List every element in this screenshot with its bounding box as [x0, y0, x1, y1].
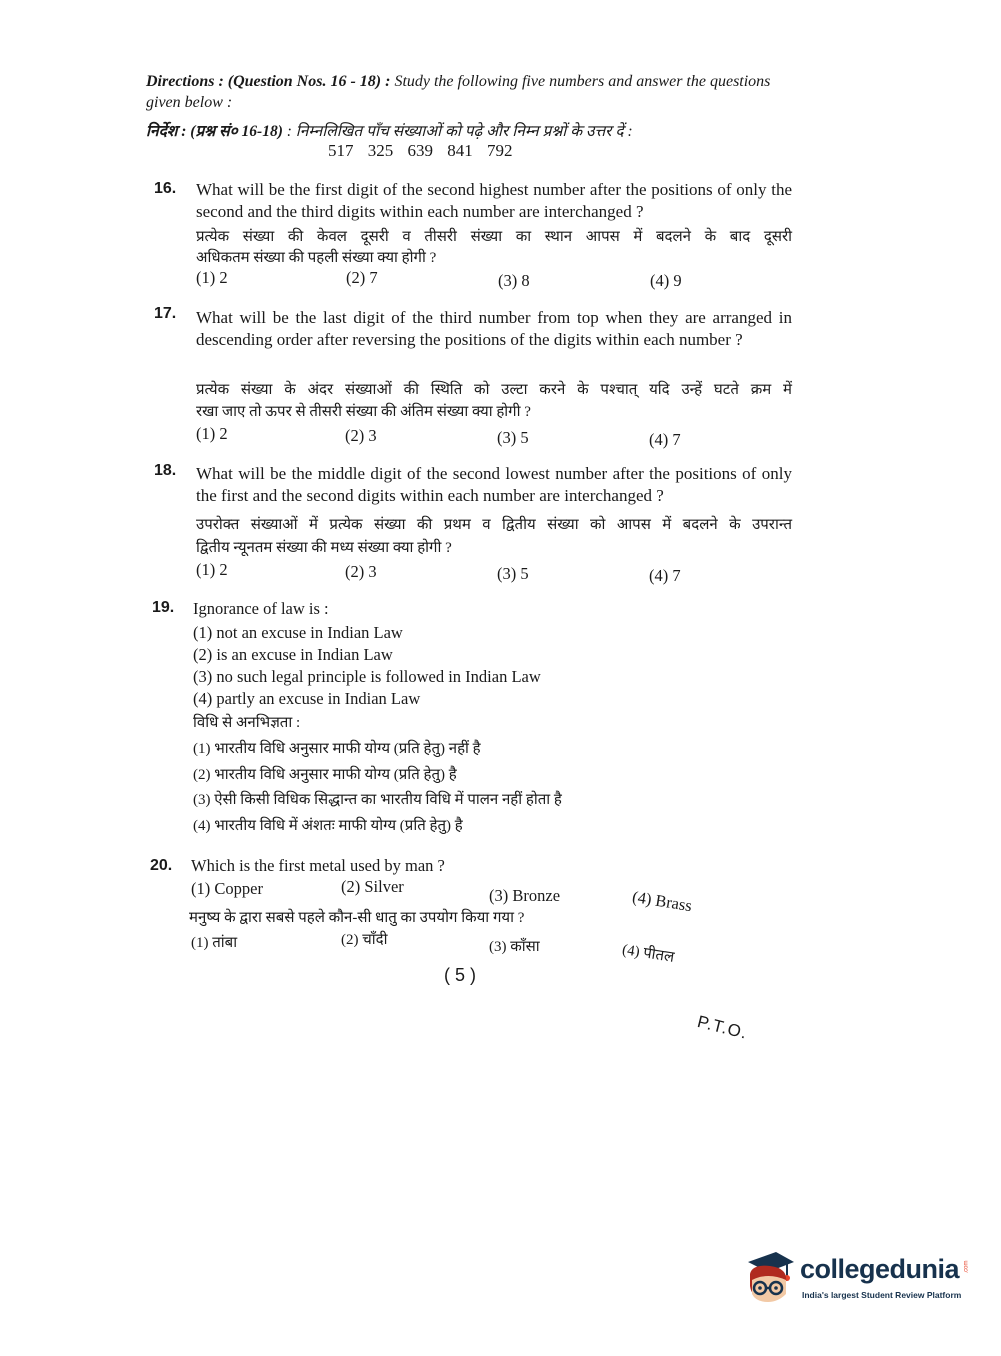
question-17-number: 17.	[154, 305, 177, 322]
question-18-option-4: (4) 7	[649, 566, 681, 585]
question-16-hindi-line-2: अधिकतम संख्या की पहली संख्या क्या होगी ?	[196, 250, 437, 266]
question-20-option-2: (2) Silver	[341, 877, 404, 896]
question-16-hindi-line-1: प्रत्येक संख्या की केवल दूसरी व तीसरी संख्या का स्थान आपस में बदलने के बाद दूसरी	[196, 229, 792, 245]
question-20-option-4: (4) Brass	[631, 887, 694, 916]
question-16-option-3: (3) 8	[498, 271, 530, 290]
page-number: ( 5 )	[444, 965, 477, 985]
question-19-option-1: (1) not an excuse in Indian Law	[193, 623, 403, 642]
question-20-number: 20.	[150, 857, 173, 874]
question-16-number: 16.	[154, 180, 177, 197]
question-19-hindi-text: विधि से अनभिज्ञता :	[193, 715, 301, 731]
directions-hindi	[146, 119, 633, 141]
given-numbers: 517 325 639 841 792	[328, 141, 513, 160]
question-19-option-3: (3) no such legal principle is followed in Indian Law	[193, 667, 541, 686]
directions-hindi-text: : निम्नलिखित पाँच संख्याओं को पढ़े और निम्न प्रश्नों के उत्तर दें :	[286, 123, 633, 140]
pto-note: P.T.O.	[695, 1012, 750, 1043]
question-19-option-2: (2) is an excuse in Indian Law	[193, 645, 393, 664]
question-19-hindi-option-4: (4) भारतीय विधि में अंशतः माफी योग्य (प्रति हेतु) है	[193, 817, 463, 834]
question-16-option-4: (4) 9	[650, 271, 682, 290]
question-18-hindi-line-1: उपरोक्त संख्याओं में प्रत्येक संख्या की प्रथम व द्वितीय संख्या को आपस में बदलने के उपरान्त	[196, 517, 792, 533]
question-18-option-2: (2) 3	[345, 562, 377, 581]
question-19-option-4: (4) partly an excuse in Indian Law	[193, 689, 421, 708]
question-17-text: What will be the last digit of the third number from top when they are arranged in descending order after reversing the positions of the digits within each number ?	[196, 308, 792, 349]
question-19-options	[193, 622, 541, 710]
logo-com-suffix: .com	[963, 1260, 970, 1274]
question-20-text: Which is the first metal used by man ?	[191, 856, 445, 875]
question-20-hindi-option-1: (1) तांबा	[191, 935, 238, 951]
question-17-option-4: (4) 7	[649, 430, 681, 449]
collegedunia-logo	[742, 1250, 972, 1320]
question-18-option-1: (1) 2	[196, 560, 228, 579]
question-16-option-2: (2) 7	[346, 268, 378, 287]
question-16-option-1: (1) 2	[196, 268, 228, 287]
question-19-text: Ignorance of law is :	[193, 599, 329, 618]
question-19-hindi-option-2: (2) भारतीय विधि अनुसार माफी योग्य (प्रति हेतु) है	[193, 766, 457, 783]
directions-text: Study the following five numbers and answer the questions given below :	[146, 73, 771, 111]
logo-wordmark: collegedunia	[800, 1254, 960, 1284]
question-17-option-3: (3) 5	[497, 428, 529, 447]
question-17-option-1: (1) 2	[196, 424, 228, 443]
directions-hindi-lead: निर्देश : (प्रश्न सं० 16-18)	[146, 123, 283, 140]
student-mascot-icon	[742, 1250, 798, 1312]
question-18-option-3: (3) 5	[497, 564, 529, 583]
question-19-number: 19.	[152, 599, 175, 616]
question-17-hindi-line-2: रखा जाए तो ऊपर से तीसरी संख्या की अंतिम संख्या क्या होगी ?	[196, 404, 531, 420]
question-17-option-2: (2) 3	[345, 426, 377, 445]
logo-tagline: India's largest Student Review Platform	[802, 1290, 962, 1300]
question-20-hindi-text: मनुष्य के द्वारा सबसे पहले कौन-सी धातु का उपयोग किया गया ?	[189, 910, 525, 926]
question-20-hindi-option-4: (4) पीतल	[621, 941, 676, 966]
question-19-hindi-options	[193, 737, 562, 839]
question-20-option-1: (1) Copper	[191, 879, 263, 898]
question-20-hindi-option-2: (2) चाँदी	[341, 932, 388, 948]
directions-lead: Directions : (Question Nos. 16 - 18) :	[146, 73, 391, 90]
question-18-number: 18.	[154, 462, 177, 479]
question-18-hindi-line-2: द्वितीय न्यूनतम संख्या की मध्य संख्या क्या होगी ?	[196, 540, 452, 556]
question-20-hindi-option-3: (3) काँसा	[489, 939, 540, 955]
question-19-hindi-option-3: (3) ऐसी किसी विधिक सिद्धान्त का भारतीय विधि में पालन नहीं होता है	[193, 792, 562, 808]
question-16-text: What will be the first digit of the second highest number after the positions of only the second and the third digits within each number are interchanged ?	[196, 180, 792, 221]
question-20-option-3: (3) Bronze	[489, 886, 561, 905]
question-19-hindi-option-1: (1) भारतीय विधि अनुसार माफी योग्य (प्रति हेतु) नहीं है	[193, 741, 481, 757]
directions-english	[146, 71, 806, 113]
question-17-hindi-line-1: प्रत्येक संख्या के अंदर संख्याओं की स्थिति को उल्टा करने के पश्चात् यदि उन्हें घटते क्रम में	[196, 382, 792, 398]
question-18-text: What will be the middle digit of the second lowest number after the positions of only the first and the second digits within each number are interchanged ?	[196, 464, 792, 505]
